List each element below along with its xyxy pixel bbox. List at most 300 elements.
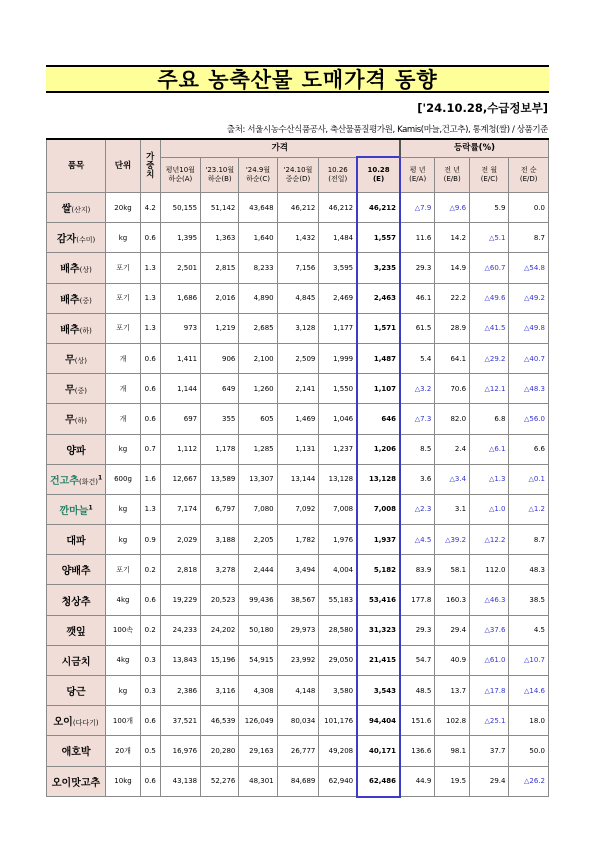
item-name: 양파: [66, 445, 86, 457]
price-value: 4,004: [319, 555, 357, 585]
rate-value: △37.6: [470, 615, 509, 645]
price-value: 37,521: [160, 706, 201, 736]
item-weight: 4.2: [140, 193, 160, 223]
price-value: 29,163: [239, 736, 277, 766]
item-name: 깐마늘: [59, 505, 89, 517]
price-value: 84,689: [277, 766, 319, 797]
header-price-col: [160, 157, 201, 193]
rate-value: △12.1: [470, 374, 509, 404]
price-current: 1,937: [357, 525, 400, 555]
item-name-cell: [47, 283, 106, 313]
header-price-col: [239, 157, 277, 193]
price-value: 1,484: [319, 223, 357, 253]
rate-value: 19.5: [435, 766, 470, 797]
price-value: 7,080: [239, 494, 277, 524]
rate-value: 5.4: [400, 343, 435, 373]
rate-value: △49.8: [509, 313, 549, 343]
rate-value: △1.0: [470, 494, 509, 524]
price-value: 55,183: [319, 585, 357, 615]
price-value: 2,685: [239, 313, 277, 343]
page-title-text: 주요 농축산물 도매가격 동향: [157, 68, 438, 92]
price-value: 3,188: [201, 525, 239, 555]
price-value: 1,260: [239, 374, 277, 404]
price-value: 38,567: [277, 585, 319, 615]
rate-value: 177.8: [400, 585, 435, 615]
item-weight: 0.2: [140, 555, 160, 585]
rate-value: 98.1: [435, 736, 470, 766]
rate-value: 112.0: [470, 555, 509, 585]
price-value: 2,815: [201, 253, 239, 283]
price-value: 26,777: [277, 736, 319, 766]
price-current: 62,486: [357, 766, 400, 797]
rate-value: 22.2: [435, 283, 470, 313]
item-weight: 0.6: [140, 706, 160, 736]
item-grade: (수미): [76, 236, 96, 245]
header-item: 품목: [47, 139, 106, 193]
item-weight: 1.6: [140, 464, 160, 494]
table-row: [47, 494, 549, 524]
price-current: 13,128: [357, 464, 400, 494]
price-value: 1,144: [160, 374, 201, 404]
price-value: 52,276: [201, 766, 239, 797]
price-value: 62,940: [319, 766, 357, 797]
price-value: 4,308: [239, 676, 277, 706]
item-weight: 0.7: [140, 434, 160, 464]
price-current: 5,182: [357, 555, 400, 585]
rate-value: 151.6: [400, 706, 435, 736]
item-weight: 0.6: [140, 374, 160, 404]
price-value: 6,797: [201, 494, 239, 524]
item-grade: (하): [79, 326, 92, 335]
price-value: 3,494: [277, 555, 319, 585]
price-value: 3,580: [319, 676, 357, 706]
rate-value: 29.3: [400, 615, 435, 645]
price-value: 1,112: [160, 434, 201, 464]
item-name: 오이맛고추: [51, 777, 101, 789]
price-value: 7,092: [277, 494, 319, 524]
price-value: 605: [239, 404, 277, 434]
item-name-cell: [47, 464, 106, 494]
price-value: 7,008: [319, 494, 357, 524]
item-name-cell: [47, 253, 106, 283]
price-value: 50,180: [239, 615, 277, 645]
price-value: 2,509: [277, 343, 319, 373]
header-price-col-line2: 하순(C): [246, 174, 270, 183]
item-footnote-mark: 1: [97, 474, 103, 482]
table-row: [47, 676, 549, 706]
rate-value: 50.0: [509, 736, 549, 766]
item-unit: kg: [106, 676, 141, 706]
price-value: 3,116: [201, 676, 239, 706]
item-unit: 100속: [106, 615, 141, 645]
item-name: 대파: [66, 536, 86, 548]
price-value: 2,205: [239, 525, 277, 555]
item-unit: 4kg: [106, 645, 141, 675]
table-row: [47, 736, 549, 766]
item-grade: (산지): [71, 206, 91, 215]
header-rate-col-line2: (E/B): [443, 174, 461, 183]
item-weight: 0.3: [140, 676, 160, 706]
item-name-cell: [47, 223, 106, 253]
item-weight: 0.2: [140, 615, 160, 645]
rate-value: △6.1: [470, 434, 509, 464]
item-unit: 포기: [106, 555, 141, 585]
header-price-col: [357, 157, 400, 193]
item-weight: 1.3: [140, 283, 160, 313]
item-unit: 20kg: [106, 193, 141, 223]
item-name-cell: [47, 434, 106, 464]
item-name-cell: [47, 585, 106, 615]
rate-value: 48.5: [400, 676, 435, 706]
price-value: 2,501: [160, 253, 201, 283]
price-current: 40,171: [357, 736, 400, 766]
header-price-col-line1: '24.10월: [283, 165, 313, 174]
price-current: 21,415: [357, 645, 400, 675]
price-value: 1,395: [160, 223, 201, 253]
price-current: 46,212: [357, 193, 400, 223]
item-name: 배추: [60, 324, 80, 336]
item-weight: 0.6: [140, 585, 160, 615]
item-name-cell: [47, 313, 106, 343]
rate-value: △17.8: [470, 676, 509, 706]
header-price: 가격: [160, 139, 400, 157]
table-row: [47, 766, 549, 797]
rate-value: 58.1: [435, 555, 470, 585]
header-rate-col: [509, 157, 549, 193]
price-value: 1,411: [160, 343, 201, 373]
table-row: [47, 404, 549, 434]
rate-value: 11.6: [400, 223, 435, 253]
price-value: 1,046: [319, 404, 357, 434]
rate-value: 5.9: [470, 193, 509, 223]
item-weight: 0.3: [140, 645, 160, 675]
rate-value: △49.2: [509, 283, 549, 313]
price-value: 12,667: [160, 464, 201, 494]
rate-value: △2.3: [400, 494, 435, 524]
price-current: 646: [357, 404, 400, 434]
price-value: 1,219: [201, 313, 239, 343]
rate-value: 82.0: [435, 404, 470, 434]
header-price-col: [319, 157, 357, 193]
header-rate-col-line2: (E/C): [480, 174, 498, 183]
header-price-col-line2: (E): [372, 175, 385, 183]
rate-value: 8.7: [509, 525, 549, 555]
rate-value: 4.5: [509, 615, 549, 645]
price-table: [46, 138, 549, 798]
table-row: [47, 193, 549, 223]
item-name: 무: [65, 385, 75, 397]
item-name-cell: [47, 555, 106, 585]
item-weight: 0.6: [140, 223, 160, 253]
item-weight: 0.6: [140, 766, 160, 797]
item-weight: 0.6: [140, 404, 160, 434]
rate-value: △12.2: [470, 525, 509, 555]
table-row: [47, 585, 549, 615]
rate-value: △60.7: [470, 253, 509, 283]
rate-value: △3.4: [435, 464, 470, 494]
price-current: 2,463: [357, 283, 400, 313]
rate-value: 83.9: [400, 555, 435, 585]
price-value: 2,386: [160, 676, 201, 706]
price-value: 20,280: [201, 736, 239, 766]
rate-value: 8.5: [400, 434, 435, 464]
rate-value: △40.7: [509, 343, 549, 373]
item-name: 당근: [66, 687, 86, 699]
item-unit: 포기: [106, 283, 141, 313]
rate-value: △48.3: [509, 374, 549, 404]
item-name-cell: [47, 374, 106, 404]
price-value: 51,142: [201, 193, 239, 223]
price-current: 94,404: [357, 706, 400, 736]
price-value: 7,156: [277, 253, 319, 283]
table-row: [47, 525, 549, 555]
rate-value: 61.5: [400, 313, 435, 343]
price-value: 49,208: [319, 736, 357, 766]
item-name-cell: [47, 494, 106, 524]
price-value: 4,890: [239, 283, 277, 313]
rate-value: 29.4: [435, 615, 470, 645]
item-name: 무: [65, 415, 75, 427]
item-name: 배추: [60, 264, 80, 276]
rate-value: △7.9: [400, 193, 435, 223]
header-rate-col-line2: (E/D): [519, 174, 538, 183]
price-value: 15,196: [201, 645, 239, 675]
item-unit: 600g: [106, 464, 141, 494]
price-value: 4,148: [277, 676, 319, 706]
source-note: 출처: 서울시농수산식품공사, 축산물품질평가원, Kamis(마늘,건고추), 통계청(쌀) / 상품기준: [226, 125, 548, 135]
price-value: 1,469: [277, 404, 319, 434]
price-value: 1,976: [319, 525, 357, 555]
price-current: 1,107: [357, 374, 400, 404]
header-rate-col-line1: 전 순: [520, 165, 537, 174]
price-value: 697: [160, 404, 201, 434]
rate-value: 29.4: [470, 766, 509, 797]
rate-value: △9.6: [435, 193, 470, 223]
rate-value: △4.5: [400, 525, 435, 555]
price-value: 46,212: [277, 193, 319, 223]
item-footnote-mark: 1: [88, 504, 93, 512]
item-name: 시금치: [61, 656, 91, 668]
rate-value: 2.4: [435, 434, 470, 464]
price-current: 1,557: [357, 223, 400, 253]
price-value: 3,278: [201, 555, 239, 585]
price-current: 7,008: [357, 494, 400, 524]
table-row: [47, 706, 549, 736]
price-value: 24,233: [160, 615, 201, 645]
price-value: 1,686: [160, 283, 201, 313]
price-value: 80,034: [277, 706, 319, 736]
item-weight: 1.3: [140, 494, 160, 524]
header-price-col-line2: 하순(B): [207, 174, 232, 183]
header-rate-col: [470, 157, 509, 193]
header-price-col-line2: 중순(D): [285, 174, 311, 183]
rate-value: △25.1: [470, 706, 509, 736]
rate-value: 6.8: [470, 404, 509, 434]
table-row: [47, 343, 549, 373]
rate-value: △1.2: [509, 494, 549, 524]
item-weight: 1.3: [140, 313, 160, 343]
price-value: 43,138: [160, 766, 201, 797]
header-rate-col-line2: (E/A): [409, 174, 427, 183]
item-unit: 개: [106, 343, 141, 373]
rate-value: 14.2: [435, 223, 470, 253]
header-unit: 단위: [106, 139, 141, 193]
header-rate: 등락률(%): [400, 139, 548, 157]
rate-value: △1.3: [470, 464, 509, 494]
price-value: 1,178: [201, 434, 239, 464]
table-row: [47, 283, 549, 313]
rate-value: △29.2: [470, 343, 509, 373]
table-row: [47, 434, 549, 464]
rate-value: △41.5: [470, 313, 509, 343]
rate-value: △54.8: [509, 253, 549, 283]
item-grade: (하): [74, 417, 87, 426]
price-current: 1,487: [357, 343, 400, 373]
price-current: 3,543: [357, 676, 400, 706]
price-value: 1,550: [319, 374, 357, 404]
price-value: 1,131: [277, 434, 319, 464]
item-name: 양배추: [61, 566, 91, 578]
price-value: 16,976: [160, 736, 201, 766]
rate-value: 70.6: [435, 374, 470, 404]
price-value: 355: [201, 404, 239, 434]
price-value: 99,436: [239, 585, 277, 615]
header-weight: 가중치: [140, 139, 160, 193]
price-value: 126,049: [239, 706, 277, 736]
price-value: 7,174: [160, 494, 201, 524]
price-current: 3,235: [357, 253, 400, 283]
item-name: 배추: [60, 294, 80, 306]
price-value: 13,843: [160, 645, 201, 675]
rate-value: 13.7: [435, 676, 470, 706]
rate-value: 38.5: [509, 585, 549, 615]
page-title: [46, 65, 549, 93]
rate-value: △10.7: [509, 645, 549, 675]
price-value: 13,128: [319, 464, 357, 494]
header-price-col-line1: '24.9월: [245, 165, 271, 174]
item-name-cell: [47, 404, 106, 434]
header-price-col: [201, 157, 239, 193]
rate-value: 29.3: [400, 253, 435, 283]
price-value: 2,818: [160, 555, 201, 585]
rate-value: △39.2: [435, 525, 470, 555]
item-unit: 10kg: [106, 766, 141, 797]
price-value: 29,050: [319, 645, 357, 675]
item-grade: (화건): [78, 477, 98, 486]
rate-value: 37.7: [470, 736, 509, 766]
rate-value: △26.2: [509, 766, 549, 797]
price-value: 1,237: [319, 434, 357, 464]
price-value: 3,595: [319, 253, 357, 283]
rate-value: △5.1: [470, 223, 509, 253]
price-value: 54,915: [239, 645, 277, 675]
item-grade: (중): [74, 387, 87, 396]
rate-value: 160.3: [435, 585, 470, 615]
item-name-cell: [47, 525, 106, 555]
price-value: 46,539: [201, 706, 239, 736]
header-rate-col: [435, 157, 470, 193]
item-unit: 개: [106, 404, 141, 434]
price-value: 4,845: [277, 283, 319, 313]
rate-value: 18.0: [509, 706, 549, 736]
price-value: 2,029: [160, 525, 201, 555]
rate-value: 28.9: [435, 313, 470, 343]
rate-value: 8.7: [509, 223, 549, 253]
price-current: 1,206: [357, 434, 400, 464]
item-name-cell: [47, 645, 106, 675]
item-name-cell: [47, 676, 106, 706]
item-name: 무: [65, 355, 75, 367]
rate-value: △46.3: [470, 585, 509, 615]
rate-value: 6.6: [509, 434, 549, 464]
price-value: 13,307: [239, 464, 277, 494]
price-value: 2,469: [319, 283, 357, 313]
price-value: 1,432: [277, 223, 319, 253]
price-value: 1,999: [319, 343, 357, 373]
price-current: 53,416: [357, 585, 400, 615]
rate-value: △0.1: [509, 464, 549, 494]
price-value: 48,301: [239, 766, 277, 797]
item-name-cell: [47, 706, 106, 736]
header-rate-col-line1: 전 월: [481, 165, 498, 174]
header-price-col-line1: '23.10월: [205, 165, 235, 174]
price-value: 1,177: [319, 313, 357, 343]
price-value: 1,640: [239, 223, 277, 253]
rate-value: △14.6: [509, 676, 549, 706]
price-value: 29,973: [277, 615, 319, 645]
rate-value: 46.1: [400, 283, 435, 313]
price-value: 24,202: [201, 615, 239, 645]
price-value: 8,233: [239, 253, 277, 283]
header-rate-col-line1: 평 년: [409, 165, 426, 174]
price-value: 46,212: [319, 193, 357, 223]
table-row: [47, 555, 549, 585]
price-value: 20,523: [201, 585, 239, 615]
item-unit: 20개: [106, 736, 141, 766]
price-current: 1,571: [357, 313, 400, 343]
rate-value: 64.1: [435, 343, 470, 373]
item-name-cell: [47, 193, 106, 223]
item-unit: kg: [106, 525, 141, 555]
item-name: 쌀: [61, 204, 72, 216]
item-grade: (상): [74, 357, 87, 366]
item-name-cell: [47, 736, 106, 766]
price-value: 1,782: [277, 525, 319, 555]
header-rate-col: [400, 157, 435, 193]
header-price-col-line2: (전일): [328, 174, 348, 183]
header-price-col-line1: 평년10월: [165, 165, 195, 174]
price-value: 649: [201, 374, 239, 404]
table-row: [47, 374, 549, 404]
price-value: 2,016: [201, 283, 239, 313]
item-grade: (중): [79, 296, 92, 305]
price-value: 23,992: [277, 645, 319, 675]
rate-value: 136.6: [400, 736, 435, 766]
item-unit: 포기: [106, 253, 141, 283]
price-value: 28,580: [319, 615, 357, 645]
item-unit: 4kg: [106, 585, 141, 615]
price-value: 101,176: [319, 706, 357, 736]
header-price-col-line2: 하순(A): [168, 174, 193, 183]
price-current: 31,323: [357, 615, 400, 645]
item-weight: 0.6: [140, 343, 160, 373]
table-row: [47, 223, 549, 253]
rate-value: 48.3: [509, 555, 549, 585]
rate-value: 14.9: [435, 253, 470, 283]
price-value: 2,444: [239, 555, 277, 585]
item-name: 감자: [56, 234, 77, 246]
item-unit: 개: [106, 374, 141, 404]
